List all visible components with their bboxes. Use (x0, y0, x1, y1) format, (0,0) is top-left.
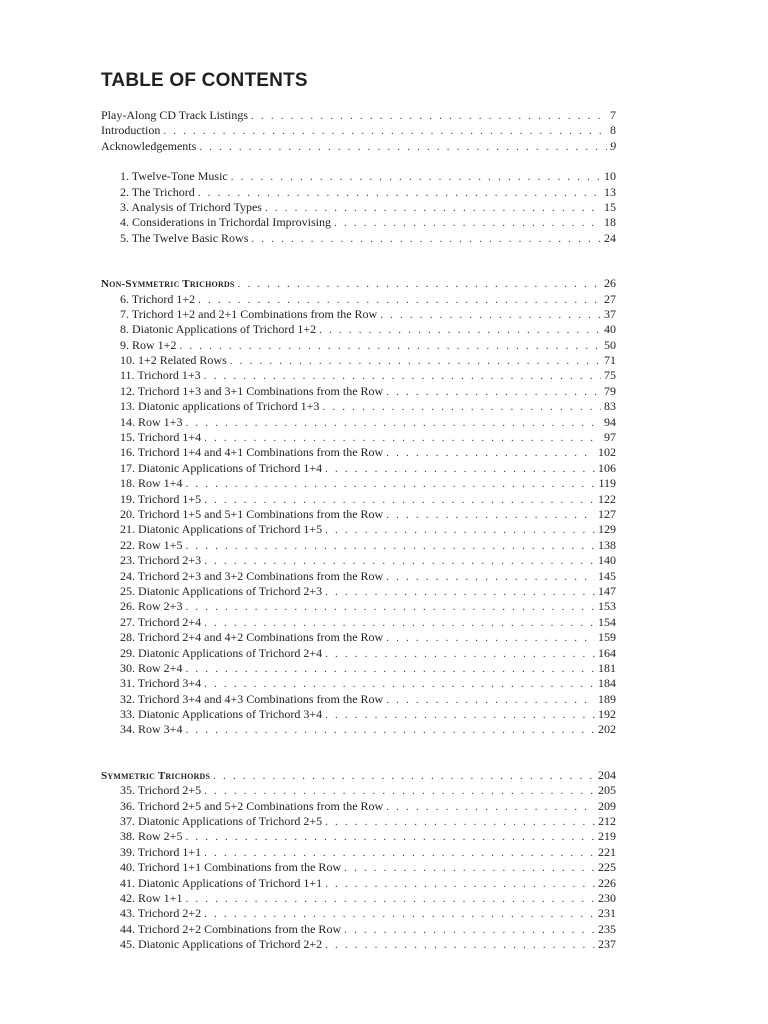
toc-entry[interactable] (0, 476, 768, 491)
toc-page-number: 102 (598, 445, 616, 460)
toc-entry-title: 34. Row 3+4 (120, 722, 183, 737)
front-matter-group (0, 108, 768, 154)
toc-entry[interactable] (0, 231, 768, 246)
spacer (0, 154, 768, 169)
toc-entry-title: 2. The Trichord (120, 184, 195, 199)
toc-entry[interactable] (0, 461, 768, 476)
toc-page-number: 94 (604, 414, 616, 429)
toc-page-number: 122 (598, 491, 616, 506)
dot-leader (386, 570, 595, 585)
toc-entry-title: 38. Row 2+5 (120, 829, 183, 844)
toc-entry[interactable] (0, 139, 768, 154)
toc-page-number: 119 (598, 476, 616, 491)
toc-page-number: 153 (598, 599, 616, 614)
dot-leader (325, 938, 595, 953)
toc-entry-title: 35. Trichord 2+5 (120, 783, 202, 798)
toc-page-number: 209 (598, 798, 616, 813)
dot-leader (230, 354, 601, 369)
toc-entry[interactable] (0, 108, 768, 123)
toc-section-heading[interactable] (0, 768, 768, 783)
dot-leader (386, 800, 595, 815)
dot-leader (199, 140, 607, 155)
toc-section-heading[interactable] (0, 276, 768, 291)
toc-entry-title: 33. Diatonic Applications of Trichord 3+4 (120, 707, 323, 722)
dot-leader (386, 693, 595, 708)
toc-page-number: 235 (598, 921, 616, 936)
toc-entry-title: 4. Considerations in Trichordal Improvising (120, 215, 331, 230)
toc-page-number: 27 (604, 291, 616, 306)
toc-entry[interactable] (0, 200, 768, 215)
toc-entry-title: 10. 1+2 Related Rows (120, 353, 227, 368)
toc-entry-title: 14. Row 1+3 (120, 414, 183, 429)
toc-page-number: 145 (598, 568, 616, 583)
dot-leader (325, 462, 595, 477)
toc-entry[interactable] (0, 860, 768, 875)
toc-entry-title: Introduction (101, 123, 161, 138)
dot-leader (251, 232, 601, 247)
toc-page-number: 10 (604, 169, 616, 184)
dot-leader (179, 339, 601, 354)
toc-entry-title: 11. Trichord 1+3 (120, 368, 201, 383)
toc-entry[interactable] (0, 368, 768, 383)
toc-entry[interactable] (0, 353, 768, 368)
toc-page-number: 159 (598, 630, 616, 645)
toc-entry[interactable] (0, 661, 768, 676)
toc-entry[interactable] (0, 829, 768, 844)
toc-entry-title: Acknowledgements (101, 138, 197, 153)
toc-entry-title: 13. Diatonic applications of Trichord 1+3 (120, 399, 320, 414)
dot-leader (325, 708, 595, 723)
dot-leader (386, 508, 595, 523)
toc-entry[interactable] (0, 799, 768, 814)
dot-leader (185, 477, 595, 492)
non-symmetric-group (0, 276, 768, 738)
toc-entry[interactable] (0, 492, 768, 507)
toc-page-number: 9 (610, 138, 616, 153)
toc-entry[interactable] (0, 292, 768, 307)
toc-entry-title: 39. Trichord 1+1 (120, 844, 202, 859)
dot-leader (325, 877, 595, 892)
toc-page-number: 189 (598, 691, 616, 706)
toc-page-number: 164 (598, 645, 616, 660)
dot-leader (231, 170, 601, 185)
toc-entry-title: 26. Row 2+3 (120, 599, 183, 614)
dot-leader (380, 308, 601, 323)
dot-leader (198, 293, 601, 308)
toc-entry[interactable] (0, 553, 768, 568)
spacer (0, 738, 768, 768)
toc-page-number: 140 (598, 553, 616, 568)
toc-entry-title: 28. Trichord 2+4 and 4+2 Combinations from the Row (120, 630, 384, 645)
toc-page-number: 192 (598, 707, 616, 722)
toc-entry[interactable] (0, 937, 768, 952)
dot-leader (386, 631, 595, 646)
toc-page-number: 40 (604, 322, 616, 337)
toc-page-number: 97 (604, 430, 616, 445)
toc-page-number: 79 (604, 383, 616, 398)
toc-entry[interactable] (0, 307, 768, 322)
dot-leader (204, 616, 595, 631)
toc-entry-title: 44. Trichord 2+2 Combinations from the Row (120, 921, 342, 936)
dot-leader (185, 723, 595, 738)
toc-page-number: 106 (598, 460, 616, 475)
toc-page-number: 75 (604, 368, 616, 383)
toc-page-number: 83 (604, 399, 616, 414)
toc-list (0, 108, 768, 953)
toc-page-number: 26 (604, 276, 616, 291)
toc-page-number: 219 (598, 829, 616, 844)
toc-page-number: 50 (604, 337, 616, 352)
toc-entry[interactable] (0, 430, 768, 445)
toc-page-number: 231 (598, 906, 616, 921)
toc-page-number: 127 (598, 506, 616, 521)
toc-entry[interactable] (0, 123, 768, 138)
dot-leader (185, 539, 595, 554)
toc-entry-title: 20. Trichord 1+5 and 5+1 Combinations from the Row (120, 506, 384, 521)
toc-entry[interactable] (0, 922, 768, 937)
toc-page-number: 37 (604, 306, 616, 321)
toc-page-number: 202 (598, 722, 616, 737)
toc-page-number: 237 (598, 937, 616, 952)
dot-leader (204, 554, 595, 569)
dot-leader (334, 216, 601, 231)
dot-leader (204, 907, 595, 922)
toc-page-number: 184 (598, 676, 616, 691)
toc-entry[interactable] (0, 906, 768, 921)
dot-leader (325, 585, 595, 600)
toc-entry-title: 8. Diatonic Applications of Trichord 1+2 (120, 322, 317, 337)
dot-leader (325, 647, 595, 662)
toc-page-number: 13 (604, 184, 616, 199)
dot-leader (204, 784, 595, 799)
toc-entry[interactable] (0, 599, 768, 614)
toc-page-number: 204 (598, 767, 616, 782)
toc-entry[interactable] (0, 584, 768, 599)
toc-entry-title: 27. Trichord 2+4 (120, 614, 202, 629)
dot-leader (265, 201, 601, 216)
toc-entry-title: 31. Trichord 3+4 (120, 676, 202, 691)
toc-entry[interactable] (0, 338, 768, 353)
toc-page-number: 147 (598, 583, 616, 598)
toc-entry-title: Symmetric Trichords (101, 769, 211, 782)
toc-entry-title: 36. Trichord 2+5 and 5+2 Combinations from the Row (120, 798, 384, 813)
toc-entry[interactable] (0, 783, 768, 798)
symmetric-group (0, 768, 768, 953)
dot-leader (163, 124, 607, 139)
toc-entry-title: 22. Row 1+5 (120, 537, 183, 552)
toc-page-number: 181 (598, 660, 616, 675)
dot-leader (185, 600, 595, 615)
toc-entry-title: 21. Diatonic Applications of Trichord 1+5 (120, 522, 323, 537)
toc-entry-title: 17. Diatonic Applications of Trichord 1+4 (120, 460, 323, 475)
toc-entry-title: Play-Along CD Track Listings (101, 108, 249, 122)
toc-entry-title: 7. Trichord 1+2 and 2+1 Combinations from the Row (120, 306, 378, 321)
dot-leader (204, 369, 601, 384)
toc-entry[interactable] (0, 646, 768, 661)
intro-chapters-group (0, 169, 768, 246)
toc-entry-title: 24. Trichord 2+3 and 3+2 Combinations from the Row (120, 568, 384, 583)
toc-entry[interactable] (0, 630, 768, 645)
dot-leader (204, 431, 601, 446)
toc-entry-title: 15. Trichord 1+4 (120, 430, 202, 445)
toc-page-number: 205 (598, 783, 616, 798)
toc-page-number: 7 (610, 108, 616, 122)
dot-leader (185, 416, 601, 431)
toc-entry-title: 45. Diatonic Applications of Trichord 2+2 (120, 937, 323, 952)
toc-entry[interactable] (0, 507, 768, 522)
dot-leader (185, 662, 595, 677)
toc-page-number: 24 (604, 230, 616, 245)
dot-leader (344, 923, 595, 938)
dot-leader (185, 892, 595, 907)
toc-entry-title: 37. Diatonic Applications of Trichord 2+5 (120, 814, 323, 829)
toc-page-number: 8 (610, 123, 616, 138)
page-title: TABLE OF CONTENTS (101, 70, 308, 91)
toc-entry-title: 5. The Twelve Basic Rows (120, 230, 249, 245)
toc-page-number: 71 (604, 353, 616, 368)
toc-entry-title: 9. Row 1+2 (120, 337, 177, 352)
toc-entry[interactable] (0, 169, 768, 184)
toc-page-number: 225 (598, 860, 616, 875)
toc-page-number: 154 (598, 614, 616, 629)
toc-entry-title: 3. Analysis of Trichord Types (120, 199, 262, 214)
toc-entry[interactable] (0, 185, 768, 200)
toc-entry-title: 16. Trichord 1+4 and 4+1 Combinations from the Row (120, 445, 384, 460)
toc-entry-title: 6. Trichord 1+2 (120, 291, 196, 306)
toc-entry[interactable] (0, 445, 768, 460)
dot-leader (344, 861, 595, 876)
dot-leader (198, 186, 601, 201)
toc-page-number: 212 (598, 814, 616, 829)
toc-entry[interactable] (0, 845, 768, 860)
toc-entry[interactable] (0, 722, 768, 737)
dot-leader (204, 846, 595, 861)
dot-leader (204, 677, 595, 692)
dot-leader (213, 769, 595, 784)
toc-entry-title: 12. Trichord 1+3 and 3+1 Combinations from the Row (120, 383, 384, 398)
dot-leader (325, 815, 595, 830)
toc-entry[interactable] (0, 707, 768, 722)
spacer (0, 246, 768, 276)
toc-entry[interactable] (0, 676, 768, 691)
dot-leader (386, 446, 595, 461)
dot-leader (325, 523, 595, 538)
toc-entry[interactable] (0, 876, 768, 891)
toc-entry[interactable] (0, 891, 768, 906)
dot-leader (185, 830, 595, 845)
toc-page-number: 18 (604, 215, 616, 230)
dot-leader (319, 323, 601, 338)
toc-entry[interactable] (0, 692, 768, 707)
toc-entry-title: Non-Symmetric Trichords (101, 278, 235, 291)
dot-leader (204, 493, 595, 508)
toc-page-number: 226 (598, 875, 616, 890)
toc-entry[interactable] (0, 384, 768, 399)
toc-page-number: 15 (604, 199, 616, 214)
toc-page-number: 221 (598, 844, 616, 859)
toc-entry-title: 40. Trichord 1+1 Combinations from the Row (120, 860, 342, 875)
toc-entry-title: 23. Trichord 2+3 (120, 553, 202, 568)
dot-leader (322, 400, 601, 415)
toc-entry[interactable] (0, 814, 768, 829)
toc-page-number: 230 (598, 890, 616, 905)
dot-leader (251, 109, 607, 124)
toc-entry[interactable] (0, 415, 768, 430)
toc-entry-title: 1. Twelve-Tone Music (120, 169, 228, 184)
toc-entry-title: 43. Trichord 2+2 (120, 906, 202, 921)
dot-leader (238, 277, 601, 292)
toc-page-number: 138 (598, 537, 616, 552)
toc-entry-title: 32. Trichord 3+4 and 4+3 Combinations from the Row (120, 691, 384, 706)
dot-leader (386, 385, 601, 400)
toc-page-number: 129 (598, 522, 616, 537)
toc-entry[interactable] (0, 615, 768, 630)
toc-entry[interactable] (0, 522, 768, 537)
toc-entry-title: 42. Row 1+1 (120, 890, 183, 905)
toc-entry-title: 18. Row 1+4 (120, 476, 183, 491)
toc-entry[interactable] (0, 569, 768, 584)
toc-entry-title: 29. Diatonic Applications of Trichord 2+4 (120, 645, 323, 660)
toc-entry-title: 41. Diatonic Applications of Trichord 1+1 (120, 875, 323, 890)
toc-entry[interactable] (0, 538, 768, 553)
toc-entry[interactable] (0, 399, 768, 414)
toc-entry[interactable] (0, 215, 768, 230)
toc-entry-title: 19. Trichord 1+5 (120, 491, 202, 506)
toc-entry-title: 25. Diatonic Applications of Trichord 2+3 (120, 583, 323, 598)
toc-entry-title: 30. Row 2+4 (120, 660, 183, 675)
toc-entry[interactable] (0, 322, 768, 337)
